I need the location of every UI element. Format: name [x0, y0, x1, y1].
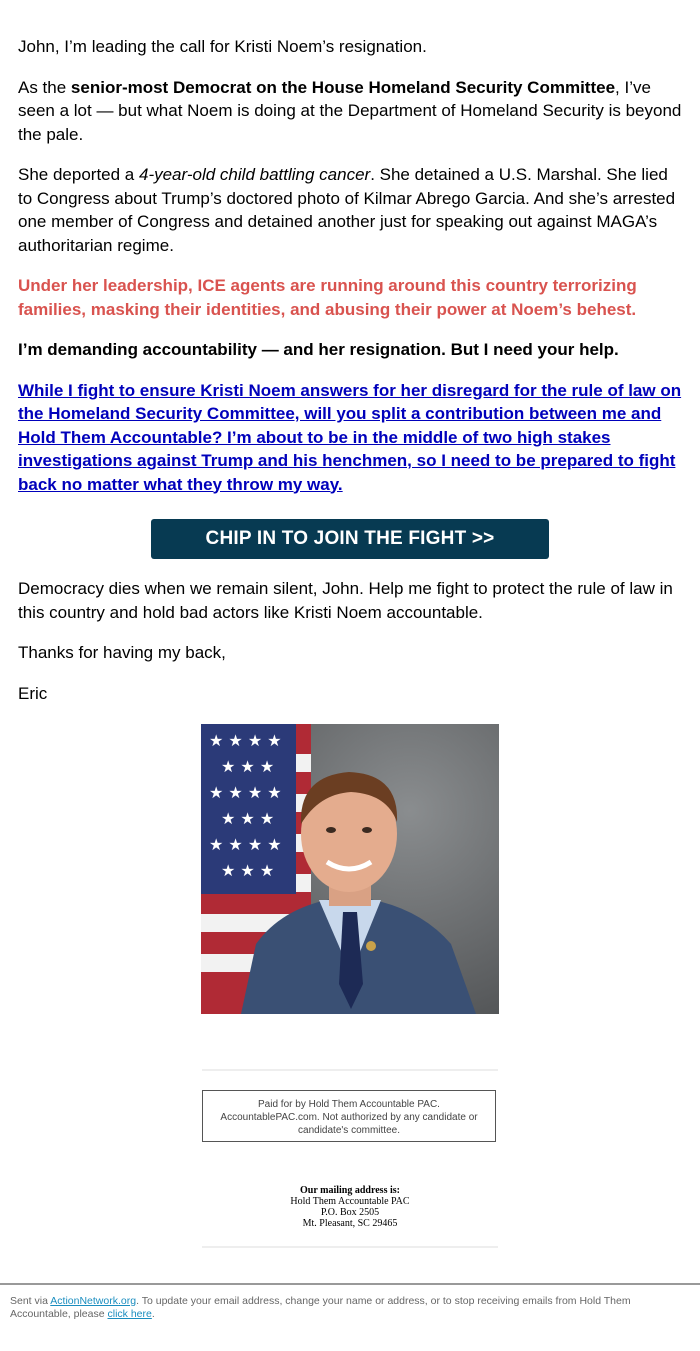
svg-text:★ ★ ★ ★: ★ ★ ★ ★ — [209, 731, 282, 750]
paid-for-disclaimer: Paid for by Hold Them Accountable PAC. AccountablePAC.com. Not authorized by any candidate or candidate's committee. — [202, 1090, 496, 1142]
divider — [202, 1069, 498, 1071]
email-body — [18, 35, 682, 513]
footer-text: . To update your email address, change your name or address, or to stop receiving emails from Hold Them Accountable, please — [10, 1295, 631, 1320]
closing-section — [18, 577, 682, 722]
bold-text: senior-most Democrat on the House Homeland Security Committee — [70, 77, 616, 97]
ask-paragraph — [18, 379, 682, 497]
committee-paragraph — [18, 76, 682, 147]
footer-divider — [0, 1283, 700, 1285]
actionnetwork-link[interactable]: ActionNetwork.org — [50, 1295, 137, 1307]
svg-text:★ ★ ★ ★: ★ ★ ★ ★ — [209, 835, 282, 854]
ice-paragraph: Under her leadership, ICE agents are running around this country terrorizing families, masking their identities, and abusing their power at Noem’s behest. — [18, 276, 637, 319]
text-run: As the — [18, 77, 71, 97]
chip-in-button[interactable]: CHIP IN TO JOIN THE FIGHT >> — [151, 519, 549, 559]
footer-text: Sent via — [10, 1295, 51, 1307]
email-footer — [10, 1295, 690, 1321]
svg-text:★ ★ ★: ★ ★ ★ — [221, 757, 275, 776]
mailing-label: Our mailing address is: — [300, 1185, 400, 1196]
portrait-photo — [201, 724, 499, 1014]
cta-button-wrapper — [151, 519, 549, 559]
text-run: , I’ve seen a lot — but what Noem is doing at the Department of Homeland Security is beyond the pale. — [18, 77, 682, 144]
divider — [202, 1246, 498, 1248]
text-run: She deported a — [18, 165, 139, 184]
svg-text:★ ★ ★: ★ ★ ★ — [221, 861, 275, 880]
svg-text:★ ★ ★ ★: ★ ★ ★ ★ — [209, 783, 282, 802]
mailing-address — [202, 1185, 498, 1229]
footer-text: . — [151, 1308, 155, 1320]
mailing-line: P.O. Box 2505 — [320, 1207, 380, 1218]
contribution-link[interactable]: While I fight to ensure Kristi Noem answers for her disregard for the rule of law on the Homeland Security Committee, will you split a contribution between me and Hold Them Accountable? I’m about to be in the middle of two high stakes investigations against Trump and his henchmen, so I need to be prepared to fight back no matter what they throw my way. — [18, 380, 682, 494]
svg-text:★ ★ ★: ★ ★ ★ — [221, 809, 275, 828]
greeting-paragraph: John, I’m leading the call for Kristi Noem’s resignation. — [18, 37, 427, 56]
mailing-line: Hold Them Accountable PAC — [290, 1196, 410, 1207]
allegations-paragraph — [18, 163, 682, 257]
mailing-line: Mt. Pleasant, SC 29465 — [302, 1218, 398, 1229]
text-run: . She detained a U.S. Marshal. She lied to Congress about Trump’s doctored photo of Kilmar Abrego Garcia. And she’s arrested one member of Congress and detained another just for speaking out against MAGA’s authoritarian regime. — [18, 165, 676, 255]
italic-text: 4-year-old child battling cancer — [138, 165, 371, 184]
unsubscribe-link[interactable]: click here — [107, 1308, 152, 1320]
signature: Eric — [18, 683, 48, 703]
thanks-paragraph: Thanks for having my back, — [18, 643, 226, 662]
democracy-paragraph: Democracy dies when we remain silent, John. Help me fight to protect the rule of law in this country and hold bad actors like Kristi Noem accountable. — [18, 579, 673, 622]
portrait-illustration — [201, 724, 499, 1014]
demand-paragraph: I’m demanding accountability — and her resignation. But I need your help. — [18, 340, 619, 359]
